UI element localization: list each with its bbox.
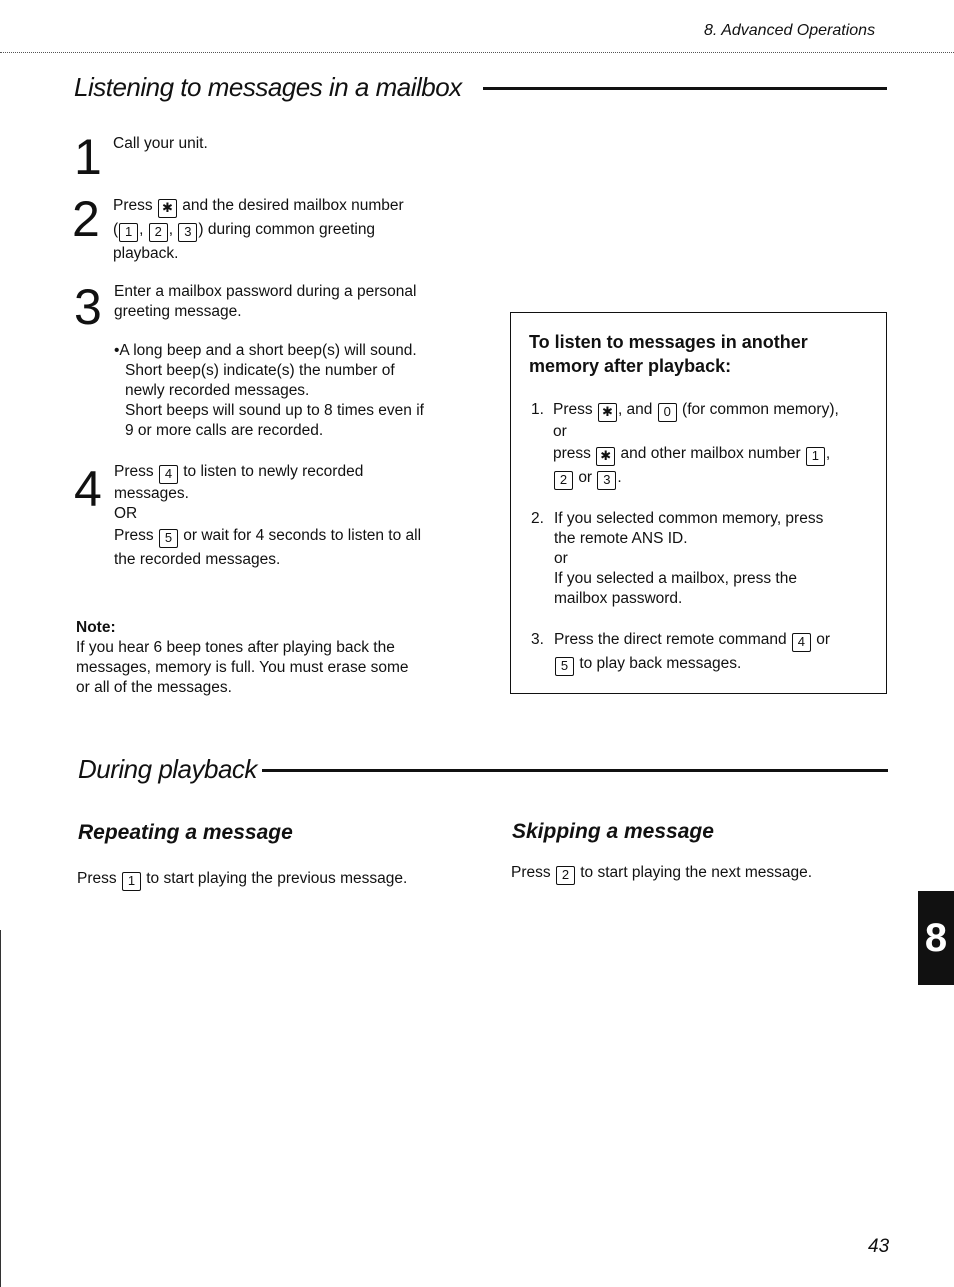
step-4-press: Press — [114, 463, 154, 480]
skip-title: Skipping a message — [512, 820, 714, 843]
box-item-1-or: or — [553, 423, 567, 440]
box-item-3-or: or — [816, 631, 831, 648]
page-number: 43 — [868, 1236, 890, 1257]
key-1-icon: 1 — [806, 447, 825, 466]
chapter-thumb-tab: 8 — [918, 891, 954, 985]
note-label: Note: — [76, 619, 116, 636]
key-5-icon: 5 — [555, 657, 574, 676]
step-2-paren-close: ) — [198, 221, 204, 238]
step-3-line1: Enter a mailbox password during a personal — [114, 283, 417, 300]
step-4-press2: Press — [114, 527, 154, 544]
star-key-icon: ✱ — [158, 199, 177, 218]
key-4-icon: 4 — [159, 465, 178, 484]
step-4-or: OR — [114, 505, 138, 522]
box-item-2-line: or — [554, 550, 568, 567]
step-4-line1-tail: to listen to newly recorded — [183, 463, 364, 480]
key-2-icon: 2 — [554, 471, 573, 490]
step-3-bullet — [114, 341, 424, 441]
step-2-text: Press ✱ and the desired mailbox number ( 1 , 2 , 3 ) during common greeting playback. — [113, 194, 473, 266]
box-item-2-line: the remote ANS ID. — [554, 530, 688, 547]
repeat-title: Repeating a message — [78, 821, 293, 844]
section-title-rule — [483, 87, 887, 90]
bullet-line: 9 or more calls are recorded. — [125, 422, 324, 439]
box-title-line2: memory after playback: — [529, 356, 732, 376]
step-3-text — [114, 282, 416, 322]
box-item-1-num: 1. — [531, 401, 544, 418]
step-4-line2: messages. — [114, 485, 189, 502]
repeat-press: Press — [77, 870, 117, 887]
skip-text — [511, 861, 812, 885]
bullet-line: •A long beep and a short beep(s) will sound. — [114, 342, 417, 359]
box-item-2-line: If you selected common memory, press — [554, 510, 824, 527]
step-number-3: 3 — [74, 279, 102, 335]
step-number-1: 1 — [74, 129, 102, 185]
box-item-1-tail: (for common memory), — [682, 401, 839, 418]
bullet-line: newly recorded messages. — [125, 382, 310, 399]
box-item-1-or2: or — [578, 469, 593, 486]
section-title-during-playback: During playback — [78, 754, 257, 784]
skip-press: Press — [511, 864, 551, 881]
note-line: or all of the messages. — [76, 679, 232, 696]
note-line: If you hear 6 beep tones after playing back the — [76, 639, 395, 656]
box-item-3 — [554, 628, 884, 676]
step-3-line2: greeting message. — [114, 303, 242, 320]
star-key-icon: ✱ — [596, 447, 615, 466]
key-0-icon: 0 — [658, 403, 677, 422]
box-item-2-line: mailbox password. — [554, 590, 683, 607]
key-5-icon: 5 — [159, 529, 178, 548]
step-2-paren-open: ( — [113, 221, 119, 238]
box-item-1-press: Press — [553, 401, 593, 418]
box-item-3-num: 3. — [531, 631, 544, 648]
repeat-text — [77, 867, 407, 891]
note-line: messages, memory is full. You must erase some — [76, 659, 409, 676]
box-item-2-line: If you selected a mailbox, press the — [554, 570, 797, 587]
bullet-line: Short beep(s) indicate(s) the number of — [125, 362, 395, 379]
key-3-icon: 3 — [178, 223, 197, 242]
box-item-3-line1: Press the direct remote command — [554, 631, 787, 648]
running-header: 8. Advanced Operations — [704, 22, 876, 39]
step-2-press: Press — [113, 197, 153, 214]
bullet-line: Short beeps will sound up to 8 times even if — [125, 402, 424, 419]
key-2-icon: 2 — [149, 223, 168, 242]
skip-tail: to start playing the next message. — [580, 864, 813, 881]
box-item-2-num: 2. — [531, 510, 544, 527]
key-3-icon: 3 — [597, 471, 616, 490]
step-4-line4: the recorded messages. — [114, 551, 281, 568]
box-title-line1: To listen to messages in another — [529, 332, 808, 352]
step-2-mid: and the desired mailbox number — [182, 197, 404, 214]
key-2-icon: 2 — [556, 866, 575, 885]
box-item-1: Press ✱ , and 0 (for common memory), or press ✱ and other mailbox number 1 , 2 or 3 . — [553, 398, 883, 490]
section-title-listening: Listening to messages in a mailbox — [74, 72, 462, 102]
box-item-2 — [554, 509, 823, 609]
box-item-1-and: , and — [617, 401, 653, 418]
header-divider — [0, 52, 954, 53]
page-edge-line — [0, 930, 1, 1287]
key-1-icon: 1 — [122, 872, 141, 891]
star-key-icon: ✱ — [598, 403, 617, 422]
step-1-text: Call your unit. — [113, 135, 208, 152]
step-2-tail: during common greeting — [207, 221, 376, 238]
box-item-3-line2-tail: to play back messages. — [579, 655, 742, 672]
box-item-1-mid: and other mailbox number — [620, 445, 801, 462]
step-4-line3-tail: or wait for 4 seconds to listen to all — [183, 527, 422, 544]
step-number-2: 2 — [72, 191, 100, 247]
key-4-icon: 4 — [792, 633, 811, 652]
section-title-rule — [262, 769, 888, 772]
step-2-line3: playback. — [113, 245, 179, 262]
step-4-text — [114, 460, 474, 572]
key-1-icon: 1 — [119, 223, 138, 242]
box-title — [529, 330, 808, 378]
box-item-1-press2: press — [553, 445, 591, 462]
note-block — [76, 618, 409, 698]
step-number-4: 4 — [74, 461, 102, 517]
repeat-tail: to start playing the previous message. — [146, 870, 408, 887]
